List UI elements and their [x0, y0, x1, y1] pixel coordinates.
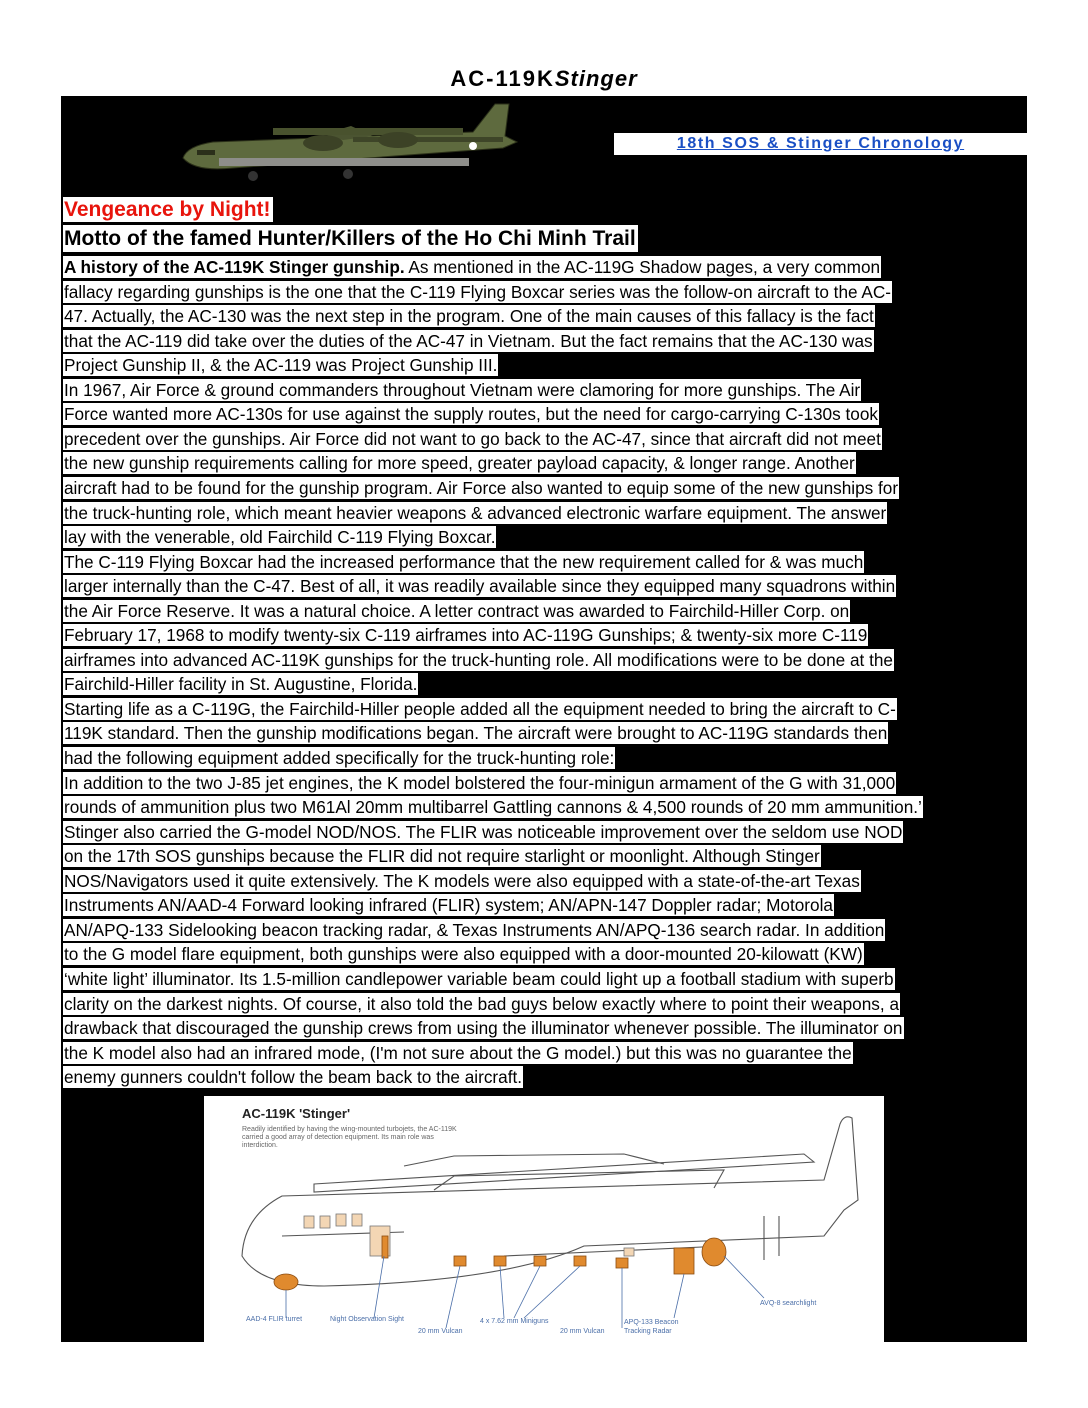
text-line — [63, 772, 896, 795]
text-line — [63, 722, 888, 745]
callout-searchlight: AVQ-8 searchlight — [760, 1300, 817, 1307]
text-line-content: had the following equipment added specifically for the truck-hunting role: — [64, 748, 615, 768]
text-line-content: In 1967, Air Force & ground commanders throughout Vietnam were clamoring for more gunships. The Air — [64, 379, 861, 400]
motto-heading: Motto of the famed Hunter/Killers of the Ho Chi Minh Trail — [64, 227, 636, 250]
callout-miniguns: 4 x 7.62 mm Miniguns — [480, 1318, 549, 1325]
text-line-content: enemy gunners couldn't follow the beam back to the aircraft. — [64, 1067, 523, 1088]
text-line — [63, 305, 875, 328]
text-line — [63, 796, 923, 819]
text-line — [63, 943, 864, 966]
text-line-content: As mentioned in the AC-119G Shadow pages, a very common — [404, 257, 881, 277]
text-line — [63, 1066, 523, 1089]
text-line-content: Project Gunship II, & the AC-119 was Project Gunship III. — [64, 355, 498, 376]
text-line — [63, 1017, 904, 1040]
callout-flir: AAD-4 FLIR turret — [246, 1316, 303, 1323]
chronology-link[interactable]: 18th SOS & Stinger Chronology — [676, 135, 965, 152]
text-line — [63, 379, 861, 402]
text-line-content: AN/APQ-133 Sidelooking beacon tracking radar, & Texas Instruments AN/APQ-136 search radar. In addition — [64, 919, 885, 940]
diagram-caption: Readily identified by having the wing-mounted turbojets, the AC-119K carried a good array of detection equipment. Its main role was interdiction. — [242, 1126, 457, 1149]
text-line-content: In addition to the two J-85 jet engines, the K model bolstered the four-minigun armament of the G with 31,000 — [64, 772, 896, 793]
text-line — [63, 575, 896, 598]
text-line-content: precedent over the gunships. Air Force did not want to go back to the AC-47, since that aircraft did not meet — [64, 428, 881, 449]
text-line — [63, 281, 892, 304]
text-line — [63, 821, 903, 844]
slogan-heading: Vengeance by Night! — [64, 198, 271, 221]
text-line-content: Fairchild-Hiller facility in St. Augustine, Florida. — [64, 674, 418, 695]
text-line-content: the K model also had an infrared mode, (I'm not sure about the G model.) but this was no guarantee the — [64, 1042, 852, 1063]
text-line — [63, 452, 856, 475]
text-line — [63, 649, 894, 672]
text-line-content: the truck-hunting role, which meant heavier weapons & advanced electronic warfare equipment. The answer — [64, 502, 887, 523]
text-line-content: 47. Actually, the AC-130 was the next step in the program. One of the main causes of this fallacy is the fact — [64, 306, 874, 327]
text-line — [63, 870, 861, 893]
text-line-content: the Air Force Reserve. It was a natural choice. A letter contract was awarded to Fairchild-Hiller Corp. on — [64, 600, 850, 621]
text-line-content: 119K standard. Then the gunship modifications began. The aircraft were brought to AC-119G standards then — [64, 723, 888, 744]
text-line-content: on the 17th SOS gunships because the FLIR did not require starlight or moonlight. Although Stinger — [64, 846, 820, 867]
text-line — [63, 747, 615, 770]
text-line — [63, 428, 882, 451]
title-prefix: AC-119K — [450, 66, 555, 91]
text-line — [63, 698, 897, 721]
text-line-content: larger internally than the C-47. Best of all, it was readily available since they equipped many squadrons within — [64, 576, 896, 597]
intro-bold-text: A history of the AC-119K Stinger gunship. — [64, 257, 405, 277]
gunship-illustration — [173, 96, 553, 194]
text-line-content: to the G model flare equipment, both gunships were also equipped with a door-mounted 20-kilowatt (KW) — [64, 944, 863, 965]
text-line-content: Force wanted more AC-130s for use against the supply routes, but the need for cargo-carrying C-130s took — [64, 404, 878, 425]
text-line-content: Stinger also carried the G-model NOD/NOS. The FLIR was noticeable improvement over the seldom use NOD — [64, 821, 903, 842]
text-line — [63, 894, 834, 917]
text-line — [63, 551, 864, 574]
text-line — [63, 600, 850, 623]
text-line — [63, 624, 868, 647]
text-line-content: that the AC-119 did take over the duties of the AC-47 in Vietnam. But the fact remains that the AC-130 was — [64, 330, 873, 351]
chronology-link-box — [614, 133, 1027, 155]
text-line — [63, 526, 496, 549]
text-line-content: Instruments AN/AAD-4 Forward looking infrared (FLIR) system; AN/APN-147 Doppler radar; Motorola — [64, 895, 833, 916]
text-line-content: the new gunship requirements calling for more speed, greater payload capacity, & longer range. Another — [64, 453, 855, 474]
text-line-content: February 17, 1968 to modify twenty-six C-119 airframes into AC-119G Gunships; & twenty-six more C-119 — [64, 625, 868, 646]
text-line-content: clarity on the darkest nights. Of course, it also told the bad guys below exactly where to point their weapons, a — [64, 993, 900, 1014]
text-line — [63, 845, 821, 868]
text-line-content: rounds of ammunition plus two M61Al 20mm multibarrel Gattling cannons & 4,500 rounds of 20 mm ammunition.’ — [64, 797, 922, 818]
text-line-content: lay with the venerable, old Fairchild C-119 Flying Boxcar. — [64, 527, 496, 548]
text-line-content: ‘white light’ illuminator. Its 1.5-million candlepower variable beam could light up a football stadium with superb — [64, 968, 894, 989]
text-line-content: aircraft had to be found for the gunship program. Air Force also wanted to equip some of the new gunships for — [64, 477, 899, 498]
text-line — [63, 477, 899, 500]
text-line-content: drawback that discouraged the gunship crews from using the illuminator whenever possible. The illuminator on — [64, 1018, 903, 1039]
text-line — [63, 403, 879, 426]
text-line-content: fallacy regarding gunships is the one that the C-119 Flying Boxcar series was the follow-on aircraft to the AC- — [64, 281, 892, 302]
text-line — [63, 354, 498, 377]
text-line-content: airframes into advanced AC-119K gunships for the truck-hunting role. All modifications were to be done at the — [64, 649, 893, 670]
diagram-title: AC-119K 'Stinger' — [242, 1106, 351, 1121]
callout-night-sight: Night Observation Sight — [330, 1316, 404, 1323]
text-line — [63, 330, 874, 353]
callout-vulcan-aft: 20 mm Vulcan — [560, 1328, 605, 1335]
text-line — [63, 502, 887, 525]
text-line — [63, 968, 895, 991]
text-line — [63, 1042, 853, 1065]
text-line-content: NOS/Navigators used it quite extensively. The K models were also equipped with a state-of-the-art Texas — [64, 870, 860, 891]
gunship-diagram — [204, 1096, 884, 1342]
text-line-content: The C-119 Flying Boxcar had the increased performance that the new requirement called for & was much — [64, 551, 864, 572]
title-italic: Stinger — [554, 66, 638, 91]
text-line — [63, 993, 900, 1016]
callout-vulcan-forward: 20 mm Vulcan — [418, 1328, 463, 1335]
content-panel — [61, 96, 1027, 1342]
callout-beacon-radar: APQ-133 Beacon Tracking Radar — [624, 1319, 679, 1335]
text-line-content: Starting life as a C-119G, the Fairchild-Hiller people added all the equipment needed to bring the aircraft to C- — [64, 698, 896, 719]
page-title — [0, 66, 1088, 92]
text-line — [63, 256, 881, 279]
text-line — [63, 919, 885, 942]
text-line — [63, 673, 418, 696]
